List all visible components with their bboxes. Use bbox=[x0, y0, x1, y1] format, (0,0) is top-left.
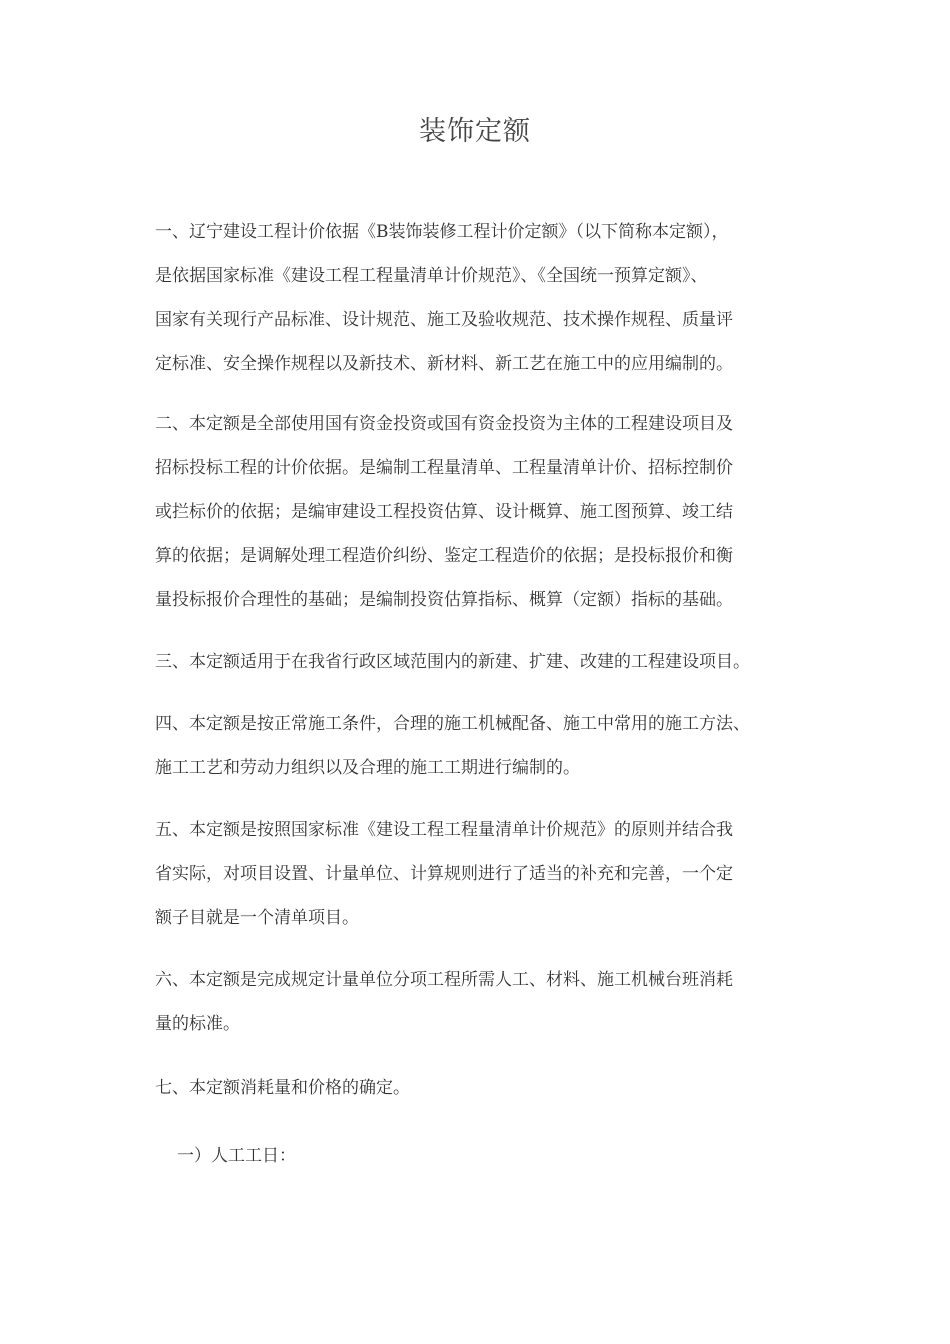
paragraph-line: 二、本定额是全部使用国有资金投资或国有资金投资为主体的工程建设项目及 bbox=[155, 414, 733, 434]
paragraph-line: 招标投标工程的计价依据。是编制工程量清单、工程量清单计价、招标控制价 bbox=[155, 458, 733, 478]
paragraph-line: 量的标准。 bbox=[155, 1014, 240, 1034]
paragraph-line: 四、本定额是按正常施工条件，合理的施工机械配备、施工中常用的施工方法、 bbox=[155, 714, 750, 734]
paragraph-line: 施工工艺和劳动力组织以及合理的施工工期进行编制的。 bbox=[155, 758, 580, 778]
paragraph-line: 或拦标价的依据；是编审建设工程投资估算、设计概算、施工图预算、竣工结 bbox=[155, 502, 733, 522]
subsection-heading bbox=[155, 1134, 835, 1178]
paragraph-line: 是依据国家标准《建设工程工程量清单计价规范》、《全国统一预算定额》、 bbox=[155, 266, 708, 286]
paragraph-line: 七、本定额消耗量和价格的确定。 bbox=[155, 1078, 410, 1098]
paragraph-line: 一）人工工日： bbox=[177, 1146, 296, 1166]
paragraph-5 bbox=[155, 808, 835, 940]
paragraph-line: 一、辽宁建设工程计价依据《B装饰装修工程计价定额》（以下简称本定额）， bbox=[155, 222, 729, 242]
paragraph-line: 定标准、安全操作规程以及新技术、新材料、新工艺在施工中的应用编制的。 bbox=[155, 354, 733, 374]
paragraph-2 bbox=[155, 402, 835, 622]
paragraph-line: 额子目就是一个清单项目。 bbox=[155, 908, 359, 928]
paragraph-7 bbox=[155, 1066, 835, 1110]
paragraph-line: 三、本定额适用于在我省行政区域范围内的新建、扩建、改建的工程建设项目。 bbox=[155, 652, 750, 672]
paragraph-4 bbox=[155, 702, 835, 790]
paragraph-1 bbox=[155, 210, 835, 386]
paragraph-line: 国家有关现行产品标准、设计规范、施工及验收规范、技术操作规程、质量评 bbox=[155, 310, 733, 330]
paragraph-line: 量投标报价合理性的基础；是编制投资估算指标、概算（定额）指标的基础。 bbox=[155, 590, 733, 610]
paragraph-line: 六、本定额是完成规定计量单位分项工程所需人工、材料、施工机械台班消耗 bbox=[155, 970, 733, 990]
paragraph-line: 省实际，对项目设置、计量单位、计算规则进行了适当的补充和完善，一个定 bbox=[155, 864, 733, 884]
paragraph-3 bbox=[155, 640, 835, 684]
paragraph-6 bbox=[155, 958, 835, 1046]
paragraph-line: 算的依据；是调解处理工程造价纠纷、鉴定工程造价的依据；是投标报价和衡 bbox=[155, 546, 733, 566]
document-title: 装饰定额 bbox=[419, 116, 531, 147]
paragraph-line: 五、本定额是按照国家标准《建设工程工程量清单计价规范》的原则并结合我 bbox=[155, 820, 733, 840]
